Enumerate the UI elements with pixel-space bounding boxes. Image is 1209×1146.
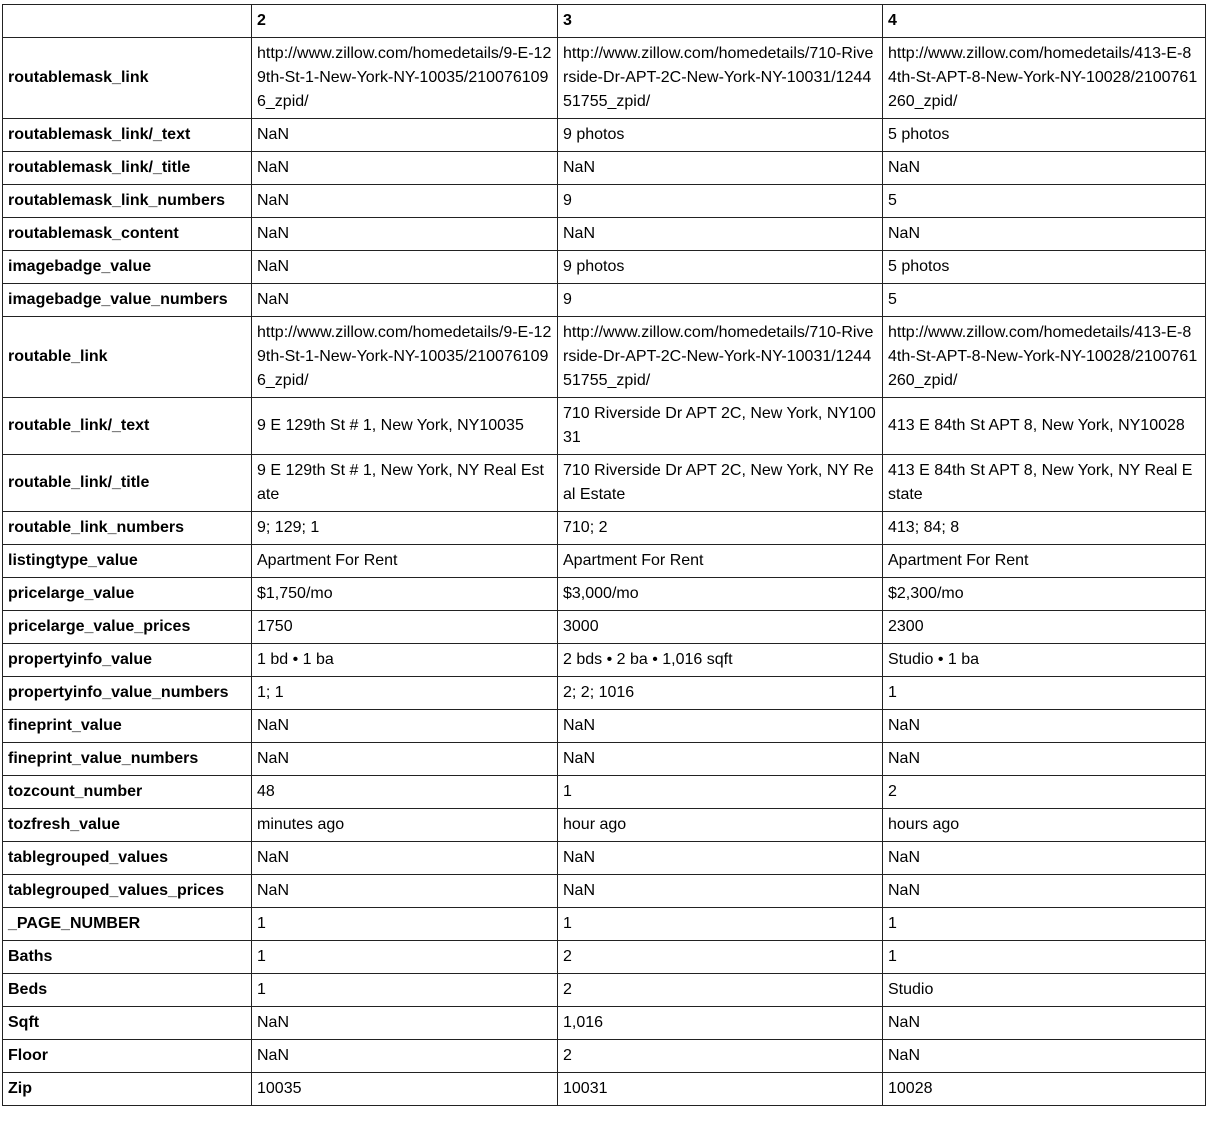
row-label: fineprint_value_numbers (3, 743, 252, 776)
table-cell: Apartment For Rent (883, 545, 1206, 578)
table-row (3, 743, 1206, 776)
table-row (3, 941, 1206, 974)
table-cell: $3,000/mo (558, 578, 883, 611)
table-cell: NaN (558, 842, 883, 875)
table-cell: http://www.zillow.com/homedetails/413-E-84th-St-APT-8-New-York-NY-10028/2100761260_zpid/ (883, 38, 1206, 119)
table-cell: NaN (252, 251, 558, 284)
table-cell: 2; 2; 1016 (558, 677, 883, 710)
table-cell: 413 E 84th St APT 8, New York, NY Real Estate (883, 455, 1206, 512)
table-cell: NaN (883, 218, 1206, 251)
table-cell: 1750 (252, 611, 558, 644)
table-cell: Apartment For Rent (558, 545, 883, 578)
table-cell: 9 E 129th St # 1, New York, NY Real Estate (252, 455, 558, 512)
table-cell: 9; 129; 1 (252, 512, 558, 545)
column-header-corner (3, 5, 252, 38)
table-cell: Apartment For Rent (252, 545, 558, 578)
row-label: Zip (3, 1073, 252, 1106)
table-row (3, 1073, 1206, 1106)
table-cell: hours ago (883, 809, 1206, 842)
table-cell: 1 (883, 908, 1206, 941)
row-label: routable_link (3, 317, 252, 398)
table-cell: NaN (252, 185, 558, 218)
table-row (3, 38, 1206, 119)
table-cell: NaN (883, 842, 1206, 875)
table-cell: 9 E 129th St # 1, New York, NY10035 (252, 398, 558, 455)
table-cell: Studio (883, 974, 1206, 1007)
table-cell: 9 (558, 284, 883, 317)
table-cell: 710 Riverside Dr APT 2C, New York, NY10031 (558, 398, 883, 455)
row-label: imagebadge_value_numbers (3, 284, 252, 317)
table-row (3, 677, 1206, 710)
table-cell: 5 (883, 284, 1206, 317)
table-cell: NaN (252, 218, 558, 251)
table-cell: NaN (558, 218, 883, 251)
table-row (3, 317, 1206, 398)
table-row (3, 710, 1206, 743)
row-label: _PAGE_NUMBER (3, 908, 252, 941)
table-cell: 3000 (558, 611, 883, 644)
table-cell: NaN (252, 875, 558, 908)
row-label: imagebadge_value (3, 251, 252, 284)
table-cell: NaN (883, 743, 1206, 776)
table-cell: NaN (252, 152, 558, 185)
table-row (3, 185, 1206, 218)
table-row (3, 119, 1206, 152)
row-label: pricelarge_value_prices (3, 611, 252, 644)
row-label: propertyinfo_value (3, 644, 252, 677)
table-body (3, 38, 1206, 1106)
row-label: Baths (3, 941, 252, 974)
row-label: routable_link_numbers (3, 512, 252, 545)
table-cell: minutes ago (252, 809, 558, 842)
table-row (3, 251, 1206, 284)
table-cell: 2 (558, 941, 883, 974)
table-cell: $2,300/mo (883, 578, 1206, 611)
table-cell: 2 (558, 1040, 883, 1073)
table-cell: NaN (252, 743, 558, 776)
table-row (3, 842, 1206, 875)
table-cell: 2 (883, 776, 1206, 809)
table-cell: hour ago (558, 809, 883, 842)
table-cell: 1 (883, 677, 1206, 710)
table-cell: 2 bds • 2 ba • 1,016 sqft (558, 644, 883, 677)
table-cell: NaN (883, 1040, 1206, 1073)
table-cell: NaN (558, 875, 883, 908)
table-cell: http://www.zillow.com/homedetails/710-Riverside-Dr-APT-2C-New-York-NY-10031/124451755_zpid/ (558, 317, 883, 398)
row-label: Beds (3, 974, 252, 1007)
table-row (3, 1007, 1206, 1040)
row-label: Sqft (3, 1007, 252, 1040)
table-cell: 48 (252, 776, 558, 809)
table-cell: 1 (252, 974, 558, 1007)
table-cell: 5 photos (883, 119, 1206, 152)
table-cell: http://www.zillow.com/homedetails/710-Riverside-Dr-APT-2C-New-York-NY-10031/124451755_zpid/ (558, 38, 883, 119)
table-cell: 10028 (883, 1073, 1206, 1106)
table-cell: NaN (252, 710, 558, 743)
table-cell: 1 bd • 1 ba (252, 644, 558, 677)
table-cell: NaN (883, 875, 1206, 908)
table-row (3, 578, 1206, 611)
table-cell: NaN (883, 710, 1206, 743)
table-cell: http://www.zillow.com/homedetails/413-E-84th-St-APT-8-New-York-NY-10028/2100761260_zpid/ (883, 317, 1206, 398)
table-row (3, 284, 1206, 317)
table-row (3, 1040, 1206, 1073)
table-cell: NaN (558, 152, 883, 185)
table-cell: http://www.zillow.com/homedetails/9-E-129th-St-1-New-York-NY-10035/2100761096_zpid/ (252, 317, 558, 398)
table-row (3, 776, 1206, 809)
table-cell: 413; 84; 8 (883, 512, 1206, 545)
row-label: pricelarge_value (3, 578, 252, 611)
table-cell: 2300 (883, 611, 1206, 644)
row-label: routable_link/_text (3, 398, 252, 455)
table-row (3, 908, 1206, 941)
table-cell: NaN (883, 1007, 1206, 1040)
table-cell: 9 photos (558, 251, 883, 284)
row-label: routablemask_link (3, 38, 252, 119)
table-row (3, 809, 1206, 842)
table-cell: NaN (558, 743, 883, 776)
row-label: routablemask_link/_text (3, 119, 252, 152)
table-cell: http://www.zillow.com/homedetails/9-E-129th-St-1-New-York-NY-10035/2100761096_zpid/ (252, 38, 558, 119)
column-header: 2 (252, 5, 558, 38)
table-row (3, 455, 1206, 512)
table-cell: NaN (252, 284, 558, 317)
row-label: propertyinfo_value_numbers (3, 677, 252, 710)
table-cell: Studio • 1 ba (883, 644, 1206, 677)
table-cell: NaN (252, 842, 558, 875)
table-cell: 413 E 84th St APT 8, New York, NY10028 (883, 398, 1206, 455)
row-label: tablegrouped_values (3, 842, 252, 875)
table-cell: 1; 1 (252, 677, 558, 710)
table-cell: 710; 2 (558, 512, 883, 545)
table-cell: 1 (883, 941, 1206, 974)
table-cell: NaN (252, 119, 558, 152)
table-row (3, 152, 1206, 185)
row-label: listingtype_value (3, 545, 252, 578)
table-row (3, 875, 1206, 908)
table-row (3, 611, 1206, 644)
table-cell: 10035 (252, 1073, 558, 1106)
table-cell: 9 photos (558, 119, 883, 152)
table-cell: 710 Riverside Dr APT 2C, New York, NY Real Estate (558, 455, 883, 512)
row-label: routable_link/_title (3, 455, 252, 512)
table-cell: NaN (883, 152, 1206, 185)
table-row (3, 512, 1206, 545)
row-label: Floor (3, 1040, 252, 1073)
row-label: routablemask_link_numbers (3, 185, 252, 218)
row-label: fineprint_value (3, 710, 252, 743)
table-cell: NaN (252, 1040, 558, 1073)
table-cell: 1 (252, 941, 558, 974)
row-label: tozfresh_value (3, 809, 252, 842)
table-cell: NaN (252, 1007, 558, 1040)
row-label: tozcount_number (3, 776, 252, 809)
table-row (3, 974, 1206, 1007)
table-cell: 1 (558, 908, 883, 941)
table-cell: 1 (558, 776, 883, 809)
data-table-container (2, 4, 1206, 1106)
table-cell: 5 (883, 185, 1206, 218)
table-cell: $1,750/mo (252, 578, 558, 611)
data-table (2, 4, 1206, 1106)
row-label: routablemask_content (3, 218, 252, 251)
table-row (3, 398, 1206, 455)
table-cell: 10031 (558, 1073, 883, 1106)
column-header: 3 (558, 5, 883, 38)
table-cell: 1 (252, 908, 558, 941)
table-header-row (3, 5, 1206, 38)
table-row (3, 644, 1206, 677)
row-label: tablegrouped_values_prices (3, 875, 252, 908)
row-label: routablemask_link/_title (3, 152, 252, 185)
table-row (3, 218, 1206, 251)
table-cell: 1,016 (558, 1007, 883, 1040)
table-cell: 9 (558, 185, 883, 218)
table-row (3, 545, 1206, 578)
table-cell: 2 (558, 974, 883, 1007)
column-header: 4 (883, 5, 1206, 38)
table-cell: 5 photos (883, 251, 1206, 284)
table-cell: NaN (558, 710, 883, 743)
